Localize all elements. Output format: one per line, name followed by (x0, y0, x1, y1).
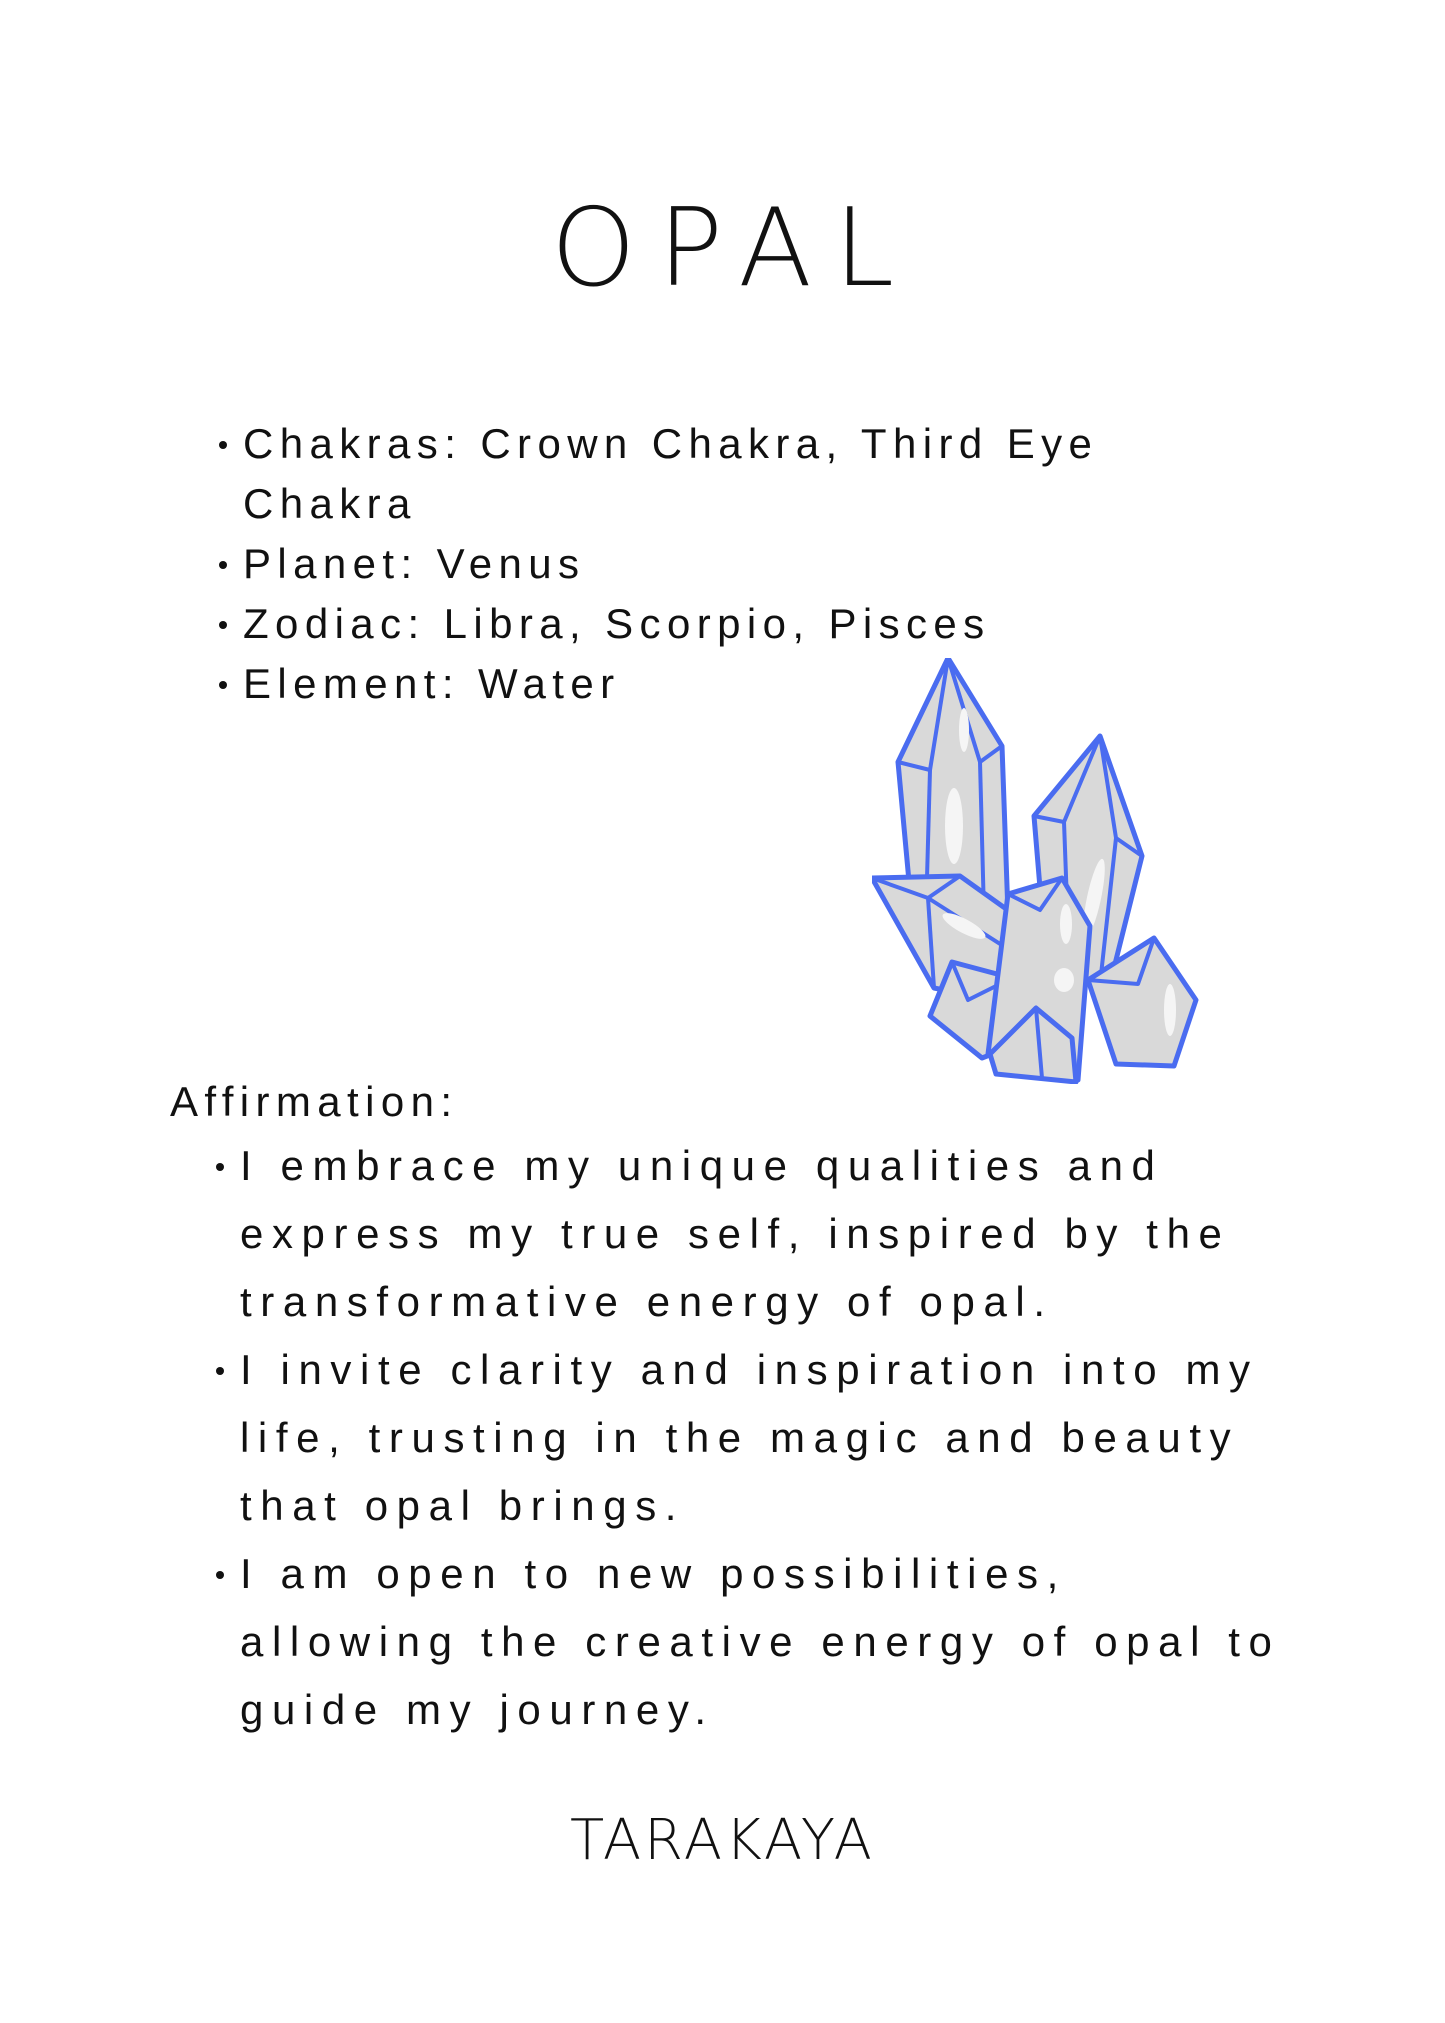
affirmation-label: Affirmation: (170, 1078, 459, 1125)
attribute-text: Element: Water (243, 660, 621, 707)
page-title: OPAL (550, 186, 917, 311)
attribute-planet (214, 534, 1194, 594)
affirmation-list (211, 1132, 1281, 1744)
affirmation-text: I am open to new possibilities, allowing the creative energy of opal to guide my journey. (240, 1550, 1281, 1733)
crystal-highlight (1054, 968, 1074, 992)
attribute-text: Planet: Venus (243, 540, 586, 587)
bullet-dot (219, 681, 227, 689)
bullet-dot (219, 441, 227, 449)
affirmation-text: I invite clarity and inspiration into my life, trusting in the magic and beauty that opal brings. (240, 1346, 1259, 1529)
affirmation-text: I embrace my unique qualities and express my true self, inspired by the transformative energy of opal. (240, 1142, 1231, 1325)
bullet-dot (219, 561, 227, 569)
crystal-highlight (1164, 984, 1176, 1036)
attribute-text: Zodiac: Libra, Scorpio, Pisces (243, 600, 991, 647)
attribute-zodiac (214, 594, 1194, 654)
bullet-dot (219, 621, 227, 629)
crystal-highlight (945, 788, 963, 864)
affirmation-item (211, 1540, 1281, 1744)
crystal-cluster-icon (872, 658, 1272, 1084)
crystal-highlight (959, 708, 969, 752)
bullet-dot (216, 1367, 224, 1375)
attribute-chakras (214, 414, 1194, 534)
affirmation-item (211, 1336, 1281, 1540)
affirmation-item (211, 1132, 1281, 1336)
bullet-dot (216, 1571, 224, 1579)
crystal-highlight (1060, 904, 1072, 944)
bullet-dot (216, 1163, 224, 1171)
brand-name: TARAKAYA (570, 1808, 875, 1873)
attribute-text: Chakras: Crown Chakra, Third Eye Chakra (243, 420, 1099, 527)
